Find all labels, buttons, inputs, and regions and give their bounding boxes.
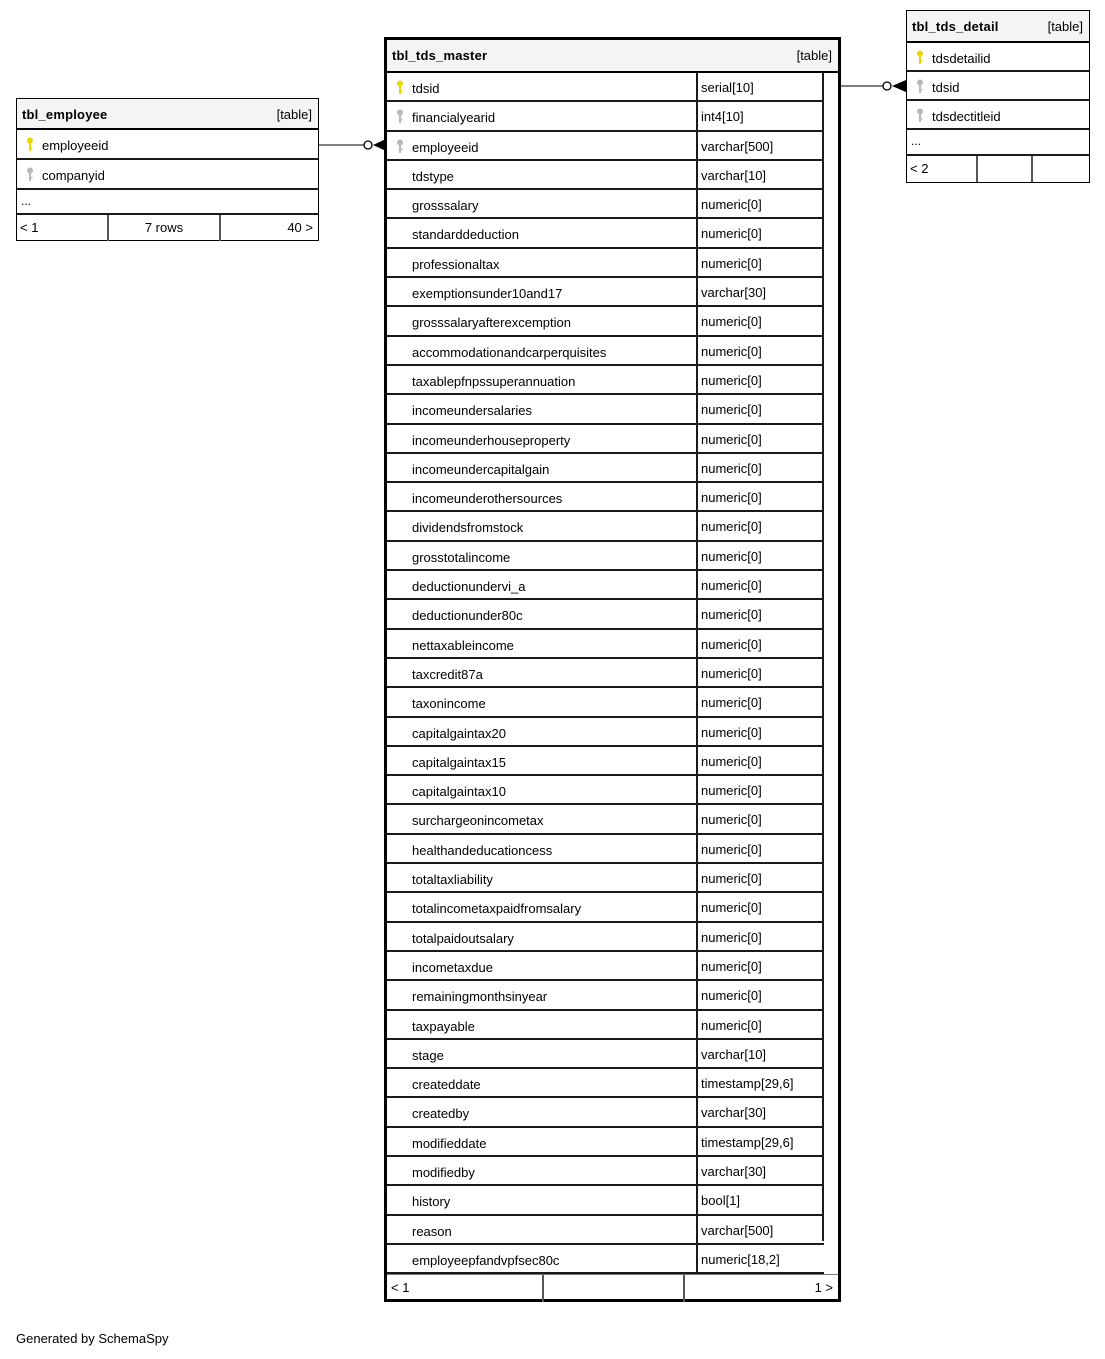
table-kind: [table] (276, 107, 312, 122)
column-name: employeeid (412, 139, 479, 155)
foreign-key-icon (396, 139, 404, 153)
column-name: capitalgaintax20 (412, 725, 506, 741)
column-row[interactable] (387, 571, 824, 600)
parent-count[interactable]: < 2 (910, 161, 929, 176)
column-type: numeric[0] (696, 952, 823, 979)
table-kind: [table] (1047, 19, 1083, 34)
child-count[interactable] (1031, 156, 1089, 182)
column-row[interactable] (907, 101, 1089, 130)
column-row[interactable] (387, 73, 824, 102)
column-type: numeric[0] (696, 600, 823, 627)
column-name: deductionunder80c (412, 608, 523, 624)
column-type: varchar[10] (696, 1040, 823, 1067)
column-name: dividendsfromstock (412, 520, 524, 536)
foreign-key-icon (916, 79, 924, 93)
column-name: incomeunderhouseproperty (412, 432, 571, 448)
table-name: tbl_tds_detail (912, 19, 999, 34)
column-type: bool[1] (696, 1186, 823, 1213)
column-type: numeric[0] (696, 864, 823, 891)
column-type: numeric[0] (696, 425, 823, 452)
column-name: totaltaxliability (412, 872, 493, 888)
table-header (907, 11, 1089, 43)
column-row[interactable] (17, 130, 318, 160)
primary-key-icon (396, 80, 404, 94)
column-row[interactable] (387, 718, 824, 747)
more-columns (907, 130, 1089, 156)
column-name: history (412, 1194, 451, 1210)
column-type: varchar[30] (696, 1098, 823, 1125)
column-name: capitalgaintax15 (412, 754, 506, 770)
column-type: numeric[0] (696, 630, 823, 657)
column-name: tdstype (412, 168, 454, 184)
column-type: numeric[0] (696, 337, 823, 364)
column-type: numeric[0] (696, 219, 823, 246)
table-tds-detail[interactable] (906, 10, 1090, 183)
column-name: taxablepfnpssuperannuation (412, 373, 576, 389)
column-row[interactable] (387, 1245, 824, 1274)
column-name: createdby (412, 1106, 470, 1122)
column-name: incometaxdue (412, 959, 493, 975)
column-type: numeric[18,2] (696, 1245, 823, 1272)
column-row[interactable] (387, 1216, 824, 1245)
column-row[interactable] (387, 425, 824, 454)
column-name: employeeid (42, 138, 109, 153)
column-type: timestamp[29,6] (696, 1128, 823, 1155)
column-row[interactable] (387, 278, 824, 307)
generated-by-note: Generated by SchemaSpy (16, 1331, 169, 1346)
column-type: numeric[0] (696, 835, 823, 862)
column-name: createddate (412, 1077, 481, 1093)
column-row[interactable] (387, 1011, 824, 1040)
table-name: tbl_tds_master (392, 48, 488, 63)
table-name: tbl_employee (22, 107, 108, 122)
column-row[interactable] (387, 893, 824, 922)
column-name: healthandeducationcess (412, 842, 553, 858)
column-row[interactable] (387, 542, 824, 571)
column-type: timestamp[29,6] (696, 1069, 823, 1096)
column-name: tdsdectitleid (932, 109, 1001, 124)
table-footer (387, 1274, 838, 1302)
column-type: varchar[500] (696, 1216, 823, 1243)
column-row[interactable] (387, 512, 824, 541)
column-name: tdsid (932, 80, 960, 95)
column-row[interactable] (387, 864, 824, 893)
column-name: tdsid (412, 81, 440, 96)
column-name: professionaltax (412, 256, 500, 272)
column-row[interactable] (387, 395, 824, 424)
column-name: reason (412, 1223, 452, 1239)
column-row[interactable] (907, 72, 1089, 101)
column-type: numeric[0] (696, 718, 823, 745)
table-footer (907, 156, 1089, 182)
column-type: varchar[10] (696, 161, 823, 188)
column-row[interactable] (387, 1186, 824, 1215)
column-row[interactable] (387, 952, 824, 981)
column-row[interactable] (907, 43, 1089, 72)
column-type: numeric[0] (696, 981, 823, 1008)
column-row[interactable] (387, 307, 824, 336)
column-name: incomeunderothersources (412, 491, 563, 507)
column-type: numeric[0] (696, 307, 823, 334)
column-row[interactable] (387, 776, 824, 805)
column-row[interactable] (387, 454, 824, 483)
table-tds-master[interactable] (384, 37, 841, 1302)
table-employee[interactable] (16, 98, 319, 241)
column-name: incomeundercapitalgain (412, 461, 550, 477)
column-type: numeric[0] (696, 190, 823, 217)
more-columns (17, 190, 318, 215)
primary-key-icon (916, 50, 924, 64)
column-name: capitalgaintax10 (412, 784, 506, 800)
column-name: exemptionsunder10and17 (412, 286, 563, 302)
column-row[interactable] (387, 366, 824, 395)
column-name: totalpaidoutsalary (412, 930, 514, 946)
column-row[interactable] (387, 688, 824, 717)
column-row[interactable] (387, 747, 824, 776)
column-row[interactable] (387, 835, 824, 864)
foreign-key-icon (396, 109, 404, 123)
column-row[interactable] (387, 483, 824, 512)
table-kind: [table] (796, 48, 832, 63)
column-type: varchar[30] (696, 278, 823, 305)
column-row[interactable] (387, 630, 824, 659)
column-name: tdsdetailid (932, 51, 991, 66)
column-name: taxcredit87a (412, 666, 483, 682)
column-row[interactable] (387, 600, 824, 629)
column-row[interactable] (387, 981, 824, 1010)
column-row[interactable] (387, 1128, 824, 1157)
column-row[interactable] (387, 805, 824, 834)
column-name: employeepfandvpfsec80c (412, 1252, 560, 1268)
column-name: surchargeonincometax (412, 813, 544, 829)
column-row[interactable] (387, 1069, 824, 1098)
table-header (387, 40, 838, 73)
column-row[interactable] (387, 102, 824, 131)
column-type: numeric[0] (696, 454, 823, 481)
column-type: numeric[0] (696, 483, 823, 510)
column-type: numeric[0] (696, 659, 823, 686)
column-type: varchar[500] (696, 132, 823, 159)
column-type: numeric[0] (696, 747, 823, 774)
column-row[interactable] (387, 219, 824, 248)
column-name: financialyearid (412, 110, 496, 126)
column-name: deductionundervi_a (412, 579, 526, 595)
column-row[interactable] (387, 1098, 824, 1127)
column-name: accommodationandcarperquisites (412, 344, 607, 360)
column-type: numeric[0] (696, 366, 823, 393)
column-row[interactable] (387, 659, 824, 688)
column-row[interactable] (17, 160, 318, 190)
ellipsis-text: ... (911, 134, 922, 148)
crowfoot-icon (892, 80, 906, 92)
column-type: numeric[0] (696, 688, 823, 715)
parent-count[interactable]: < 1 (20, 220, 39, 235)
right-strip-divider (822, 73, 824, 1241)
column-type: numeric[0] (696, 893, 823, 920)
column-name: taxonincome (412, 696, 486, 712)
column-type: numeric[0] (696, 805, 823, 832)
column-row[interactable] (387, 337, 824, 366)
column-name: stage (412, 1047, 444, 1063)
foreign-key-icon (26, 167, 34, 181)
child-count[interactable]: 40 > (219, 215, 318, 241)
column-type: numeric[0] (696, 923, 823, 950)
parent-count[interactable]: < 1 (391, 1280, 410, 1296)
column-name: grosssalaryafterexcemption (412, 315, 571, 331)
column-row[interactable] (387, 190, 824, 219)
column-name: modifieddate (412, 1135, 487, 1151)
column-type: numeric[0] (696, 512, 823, 539)
relationship-employee-to-master (319, 139, 386, 151)
column-name: standarddeduction (412, 227, 519, 243)
row-count (976, 156, 1032, 182)
column-name: remainingmonthsinyear (412, 989, 548, 1005)
column-name: totalincometaxpaidfromsalary (412, 901, 582, 917)
column-row[interactable] (387, 923, 824, 952)
foreign-key-icon (916, 108, 924, 122)
row-count: 7 rows (107, 215, 219, 241)
table-footer (17, 215, 318, 241)
column-row[interactable] (387, 161, 824, 190)
column-type: varchar[30] (696, 1157, 823, 1184)
table-header (17, 99, 318, 130)
child-count[interactable]: 1 > (683, 1275, 838, 1302)
column-type: numeric[0] (696, 776, 823, 803)
column-name: modifiedby (412, 1164, 475, 1180)
column-type: numeric[0] (696, 395, 823, 422)
column-name: companyid (42, 168, 105, 183)
column-name: nettaxableincome (412, 637, 514, 653)
column-row[interactable] (387, 132, 824, 161)
column-type: int4[10] (696, 102, 823, 129)
column-row[interactable] (387, 1040, 824, 1069)
column-type: numeric[0] (696, 571, 823, 598)
column-type: numeric[0] (696, 542, 823, 569)
column-type: numeric[0] (696, 249, 823, 276)
column-name: grosstotalincome (412, 549, 511, 565)
column-name: grosssalary (412, 198, 479, 214)
column-name: incomeundersalaries (412, 403, 532, 419)
ellipsis-text: ... (21, 194, 32, 208)
column-row[interactable] (387, 1157, 824, 1186)
primary-key-icon (26, 137, 34, 151)
column-name: taxpayable (412, 1018, 475, 1034)
row-count (542, 1275, 684, 1302)
column-type: serial[10] (696, 73, 823, 100)
column-row[interactable] (387, 249, 824, 278)
column-type: numeric[0] (696, 1011, 823, 1038)
